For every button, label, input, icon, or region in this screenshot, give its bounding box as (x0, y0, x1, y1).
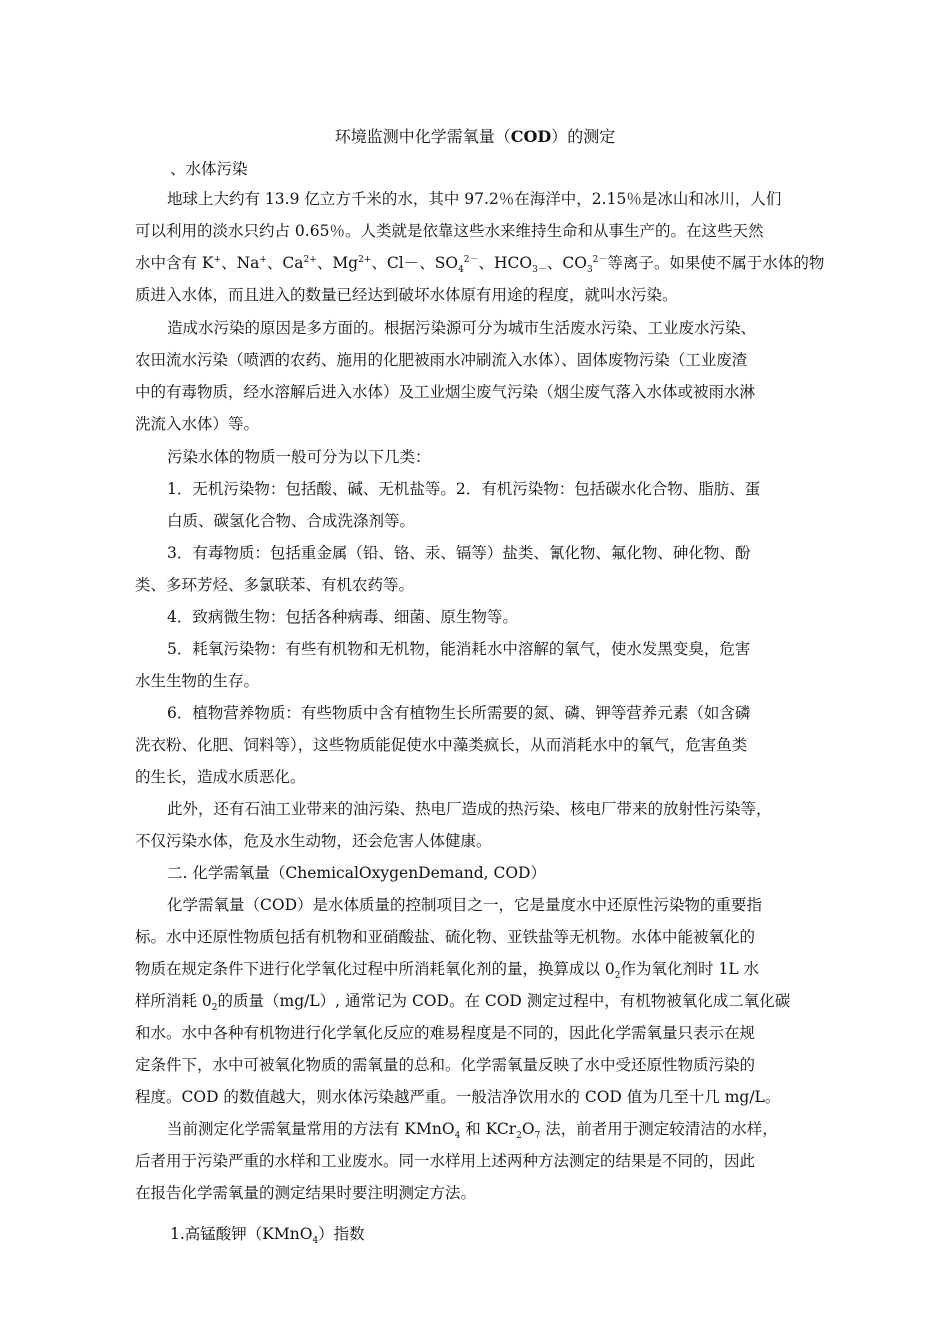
paragraph-line: 污染水体的物质一般可分为以下几类： (167, 448, 431, 466)
paragraph-line: 在报告化学需氧量的测定结果时要注明测定方法。 (135, 1184, 477, 1202)
paragraph-line: 洗流入水体）等。 (135, 415, 260, 433)
paragraph-line: 不仅污染水体，危及水生动物，还会危害人体健康。 (135, 832, 492, 850)
subheading-kmno4-index: 1.高锰酸钾（KMnO$_4$）指数 (170, 1225, 365, 1247)
paragraph-line: 地球上大约有 13.9 亿立方千米的水，其中 97.2％在海洋中，2.15％是冰山和冰川，人们 (167, 190, 782, 208)
paragraph-line: 中的有毒物质，经水溶解后进入水体）及工业烟尘废气污染（烟尘废气落入水体或被雨水淋 (135, 383, 756, 401)
list-item: 洗衣粉、化肥、饲料等），这些物质能促使水中藻类疯长，从而消耗水中的氧气，危害鱼类 (135, 736, 748, 754)
paragraph-line-ions: 水中含有 K+、Na+、$Ca^{2+}$、$Mg^{2+}$、Cl－、$SO_4^{2-}$、$HCO_{3-}$、$CO_3^{2-}$等离子。如果使不属于水体的物 (135, 254, 825, 276)
paragraph-line: 定条件下，水中可被氧化物质的需氧量的总和。化学需氧量反映了水中受还原性物质污染的 (135, 1056, 756, 1074)
list-item: 水生生物的生存。 (135, 672, 260, 690)
paragraph-line: 化学需氧量（COD）是水体质量的控制项目之一，它是量度水中还原性污染物的重要指 (167, 896, 762, 914)
paragraph-line: 造成水污染的原因是多方面的。根据污染源可分为城市生活废水污染、工业废水污染、 (167, 319, 757, 337)
paragraph-line: 程度。COD 的数值越大，则水体污染越严重。一般洁净饮用水的 COD 值为几至十几 mg/L。 (135, 1088, 781, 1106)
paragraph-line: 质进入水体，而且进入的数量已经达到破坏水体原有用途的程度，就叫水污染。 (135, 286, 678, 304)
list-item: 4．致病微生物：包括各种病毒、细菌、原生物等。 (167, 608, 518, 626)
list-item: 类、多环芳烃、多氯联苯、有机农药等。 (135, 576, 415, 594)
paragraph-line: 样所消耗 $0_2$的质量（mg/L）, 通常记为 COD。在 COD 测定过程中，有机物被氧化成二氧化碳 (135, 992, 791, 1014)
section-heading-cod: 二. 化学需氧量（ChemicalOxygenDemand, COD） (167, 864, 546, 882)
list-item: 6．植物营养物质：有些物质中含有植物生长所需要的氮、磷、钾等营养元素（如含磷 (167, 704, 751, 722)
paragraph-line: 物质在规定条件下进行化学氧化过程中所消耗氧化剂的量，换算成以 $0_2$作为氧化剂时 1L 水 (135, 960, 760, 982)
paragraph-line: 当前测定化学需氧量常用的方法有 KMnO$_4$ 和 $KCr_2O_7$ 法，前者用于测定较清洁的水样， (167, 1120, 778, 1142)
list-item: 5．耗氧污染物：有些有机物和无机物，能消耗水中溶解的氧气，使水发黑变臭，危害 (167, 640, 751, 658)
paragraph-line: 农田流水污染（喷洒的农药、施用的化肥被雨水冲刷流入水体）、固体废物污染（工业废渣 (135, 351, 748, 369)
paragraph-line: 标。水中还原性物质包括有机物和亚硝酸盐、硫化物、亚铁盐等无机物。水体中能被氧化的 (135, 928, 756, 946)
list-item: 的生长，造成水质恶化。 (135, 768, 306, 786)
list-item: 3．有毒物质：包括重金属（铅、铬、汞、镉等）盐类、氰化物、氟化物、砷化物、酚 (167, 544, 751, 562)
section-heading-water-pollution: 、水体污染 (170, 160, 248, 178)
paragraph-line: 和水。水中各种有机物进行化学氧化反应的难易程度是不同的，因此化学需氧量只表示在规 (135, 1024, 756, 1042)
paragraph-line: 此外，还有石油工业带来的油污染、热电厂造成的热污染、核电厂带来的放射性污染等， (167, 800, 772, 818)
paragraph-line: 后者用于污染严重的水样和工业废水。同一水样用上述两种方法测定的结果是不同的，因此 (135, 1152, 756, 1170)
paragraph-line: 可以利用的淡水只约占 0.65％。人类就是依靠这些水来维持生命和从事生产的。在这些天然 (135, 222, 764, 240)
list-item: 1．无机污染物：包括酸、碱、无机盐等。2．有机污染物：包括碳水化合物、脂肪、蛋 (167, 480, 761, 498)
document-title: 环境监测中化学需氧量（COD）的测定 (334, 127, 616, 146)
list-item: 白质、碳氢化合物、合成洗涤剂等。 (167, 512, 416, 530)
